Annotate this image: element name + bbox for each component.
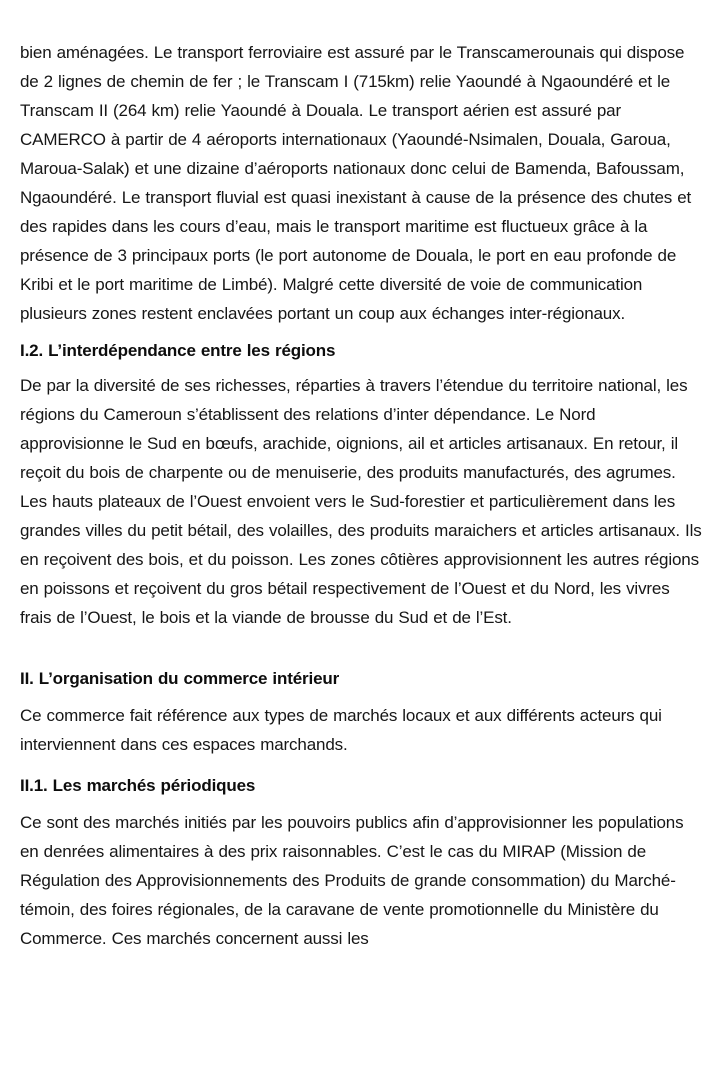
paragraph-transport: bien aménagées. Le transport ferroviaire est assuré par le Transcamerounais qui dispose de 2 lignes de chemin de fer ; le Transcam I (715km) relie Yaoundé à Ngaoundéré et le Transcam II (264 km) relie Yaoundé à Douala. Le transport aérien est assuré par CAMERCO à partir de 4 aéroports internationaux (Yaoundé-Nsimalen, Douala, Garoua, Maroua-Salak) et une dizaine d’aéroports nationaux donc celui de Bamenda, Bafoussam, Ngaoundéré. Le transport fluvial est quasi inexistant à cause de la présence des chutes et des rapides dans les cours d’eau, mais le transport maritime est fluctueux grâce à la présence de 3 principaux ports (le port autonome de Douala, le port en eau profonde de Kribi et le port maritime de Limbé). Malgré cette diversité de voie de communication plusieurs zones restent enclavées portant un coup aux échanges inter-régionaux.: [20, 43, 692, 323]
heading-marches-periodiques: II.1. Les marchés périodiques: [20, 776, 256, 795]
heading-interdependance-regions: I.2. L’interdépendance entre les régions: [20, 341, 336, 360]
heading-organisation-commerce-interieur: II. L’organisation du commerce intérieur: [20, 669, 340, 688]
paragraph-interdependance-regions: De par la diversité de ses richesses, réparties à travers l’étendue du territoire national, les régions du Cameroun s’établissent des relations d’inter dépendance. Le Nord approvisionne le Sud en bœufs, arachide, oignions, ail et articles artisanaux. En retour, il reçoit du bois de charpente ou de menuiserie, des produits manufacturés, des agrumes. Les hauts plateaux de l’Ouest envoient vers le Sud-forestier et particulièrement dans les grandes villes du petit bétail, des volailles, des produits maraichers et articles artisanaux. Ils en reçoivent des bois, et du poisson. Les zones côtières approvisionnent les autres régions en poissons et reçoivent du gros bétail respectivement de l’Ouest et du Nord, les vivres frais de l’Ouest, le bois et la viande de brousse du Sud et de l’Est.: [20, 376, 702, 627]
paragraph-commerce-intro: Ce commerce fait référence aux types de marchés locaux et aux différents acteurs qui interviennent dans ces espaces marchands.: [20, 706, 662, 754]
paragraph-marches-periodiques: Ce sont des marchés initiés par les pouvoirs publics afin d’approvisionner les populations en denrées alimentaires à des prix raisonnables. C’est le cas du MIRAP (Mission de Régulation des Approvisionnements des Produits de grande consommation) du Marché-témoin, des foires régionales, de la caravane de vente promotionnelle du Ministère du Commerce. Ces marchés concernent aussi les: [20, 813, 684, 948]
